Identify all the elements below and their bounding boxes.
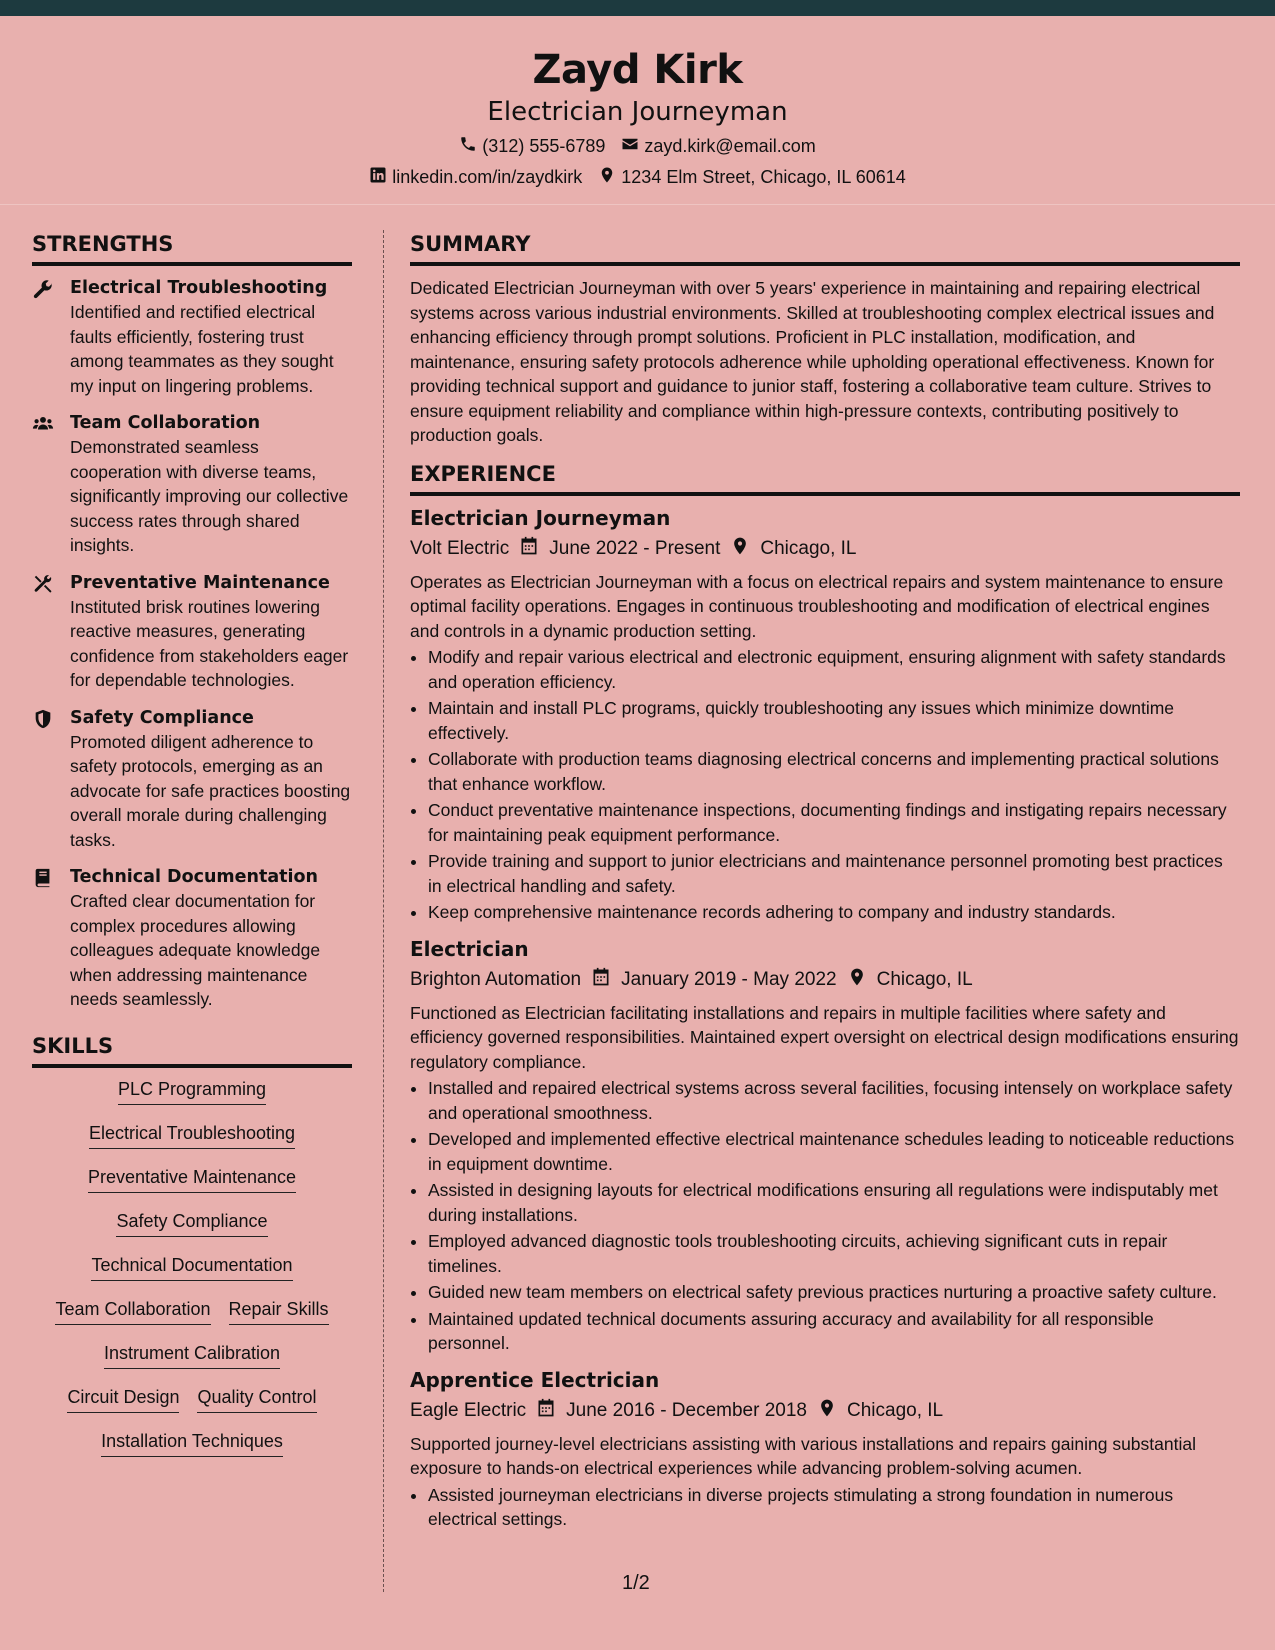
job-location: Chicago, IL bbox=[847, 1399, 944, 1421]
summary-heading: SUMMARY bbox=[410, 232, 1240, 266]
skill-tag: Quality Control bbox=[197, 1386, 316, 1413]
job-title: Electrician Journeyman bbox=[410, 505, 671, 530]
bullet-item: • Assisted journeyman electricians in diverse projects stimulating a strong foundation in numerous electrical settings. bbox=[428, 1483, 1240, 1532]
skill-row bbox=[32, 1122, 352, 1149]
email-text[interactable]: zayd.kirk@email.com bbox=[644, 135, 816, 156]
bullet-item: • Maintain and install PLC programs, quickly troubleshooting any issues which minimize downtime effectively. bbox=[428, 696, 1240, 745]
job-entry bbox=[410, 937, 1240, 1356]
bullet-item: • Guided new team members on electrical safety previous practices nurturing a proactive safety culture. bbox=[428, 1280, 1240, 1305]
skill-row bbox=[32, 1078, 352, 1105]
strength-title: Safety Compliance bbox=[70, 707, 254, 728]
skill-tag: Circuit Design bbox=[67, 1386, 179, 1413]
strength-title: Team Collaboration bbox=[70, 413, 261, 433]
skill-tag: Electrical Troubleshooting bbox=[89, 1122, 295, 1149]
strength-text: Demonstrated seamless cooperation with diverse teams, significantly improving our collective success rates through shared insights. bbox=[70, 437, 349, 555]
strength-item bbox=[32, 276, 352, 398]
skill-tag: Technical Documentation bbox=[91, 1254, 292, 1281]
bullet-item: • Installed and repaired electrical systems across several facilities, focusing intensely on workplace safety and operational smoothness. bbox=[428, 1076, 1240, 1125]
strength-text: Crafted clear documentation for complex procedures allowing colleagues adequate knowledge when addressing maintenance needs seamlessly. bbox=[70, 891, 321, 1009]
skill-tag: PLC Programming bbox=[118, 1078, 266, 1105]
address-contact bbox=[598, 166, 906, 189]
page-number: 1/2 bbox=[622, 1572, 650, 1594]
map-pin-icon bbox=[598, 166, 616, 189]
job-title: Apprentice Electrician bbox=[410, 1367, 660, 1392]
strength-text: Instituted brisk routines lowering reactive measures, generating confidence from stakeholders eager for dependable technologies. bbox=[70, 596, 349, 690]
strength-text: Promoted diligent adherence to safety protocols, emerging as an advocate for safe practices boosting overall morale during challenging tasks. bbox=[70, 731, 351, 850]
shield-icon bbox=[32, 706, 70, 853]
strength-item bbox=[32, 706, 352, 853]
job-location: Chicago, IL bbox=[876, 968, 973, 990]
skill-tag: Team Collaboration bbox=[55, 1298, 210, 1325]
company-name: Brighton Automation bbox=[410, 968, 582, 990]
book-icon bbox=[32, 865, 70, 1012]
strength-title: Preventative Maintenance bbox=[70, 572, 330, 593]
skill-row bbox=[32, 1166, 352, 1193]
job-dates: June 2016 - December 2018 bbox=[566, 1399, 807, 1421]
calendar-icon bbox=[536, 1398, 556, 1424]
skill-row bbox=[32, 1430, 352, 1457]
company-name: Volt Electric bbox=[410, 537, 510, 559]
candidate-title: Electrician Journeyman bbox=[487, 97, 788, 127]
job-bullets bbox=[410, 1483, 1240, 1532]
skill-row bbox=[32, 1342, 352, 1369]
top-bar bbox=[0, 0, 1275, 16]
job-description: Functioned as Electrician facilitating installations and repairs in multiple facilities where safety and efficiency governed responsibilities. Maintained expert oversight on electrical design modifications ensuring regulatory compliance. bbox=[410, 1002, 1239, 1072]
skill-row bbox=[32, 1254, 352, 1281]
strength-item bbox=[32, 865, 352, 1012]
calendar-icon bbox=[519, 536, 539, 562]
linkedin-contact[interactable] bbox=[369, 166, 582, 189]
skill-tag: Repair Skills bbox=[229, 1298, 329, 1325]
job-meta bbox=[410, 1398, 1240, 1424]
address-text: 1234 Elm Street, Chicago, IL 60614 bbox=[621, 166, 906, 187]
phone-icon bbox=[459, 135, 477, 158]
bullet-item: • Developed and implemented effective electrical maintenance schedules leading to noticeable reductions in equipment downtime. bbox=[428, 1127, 1240, 1176]
wrench-icon bbox=[32, 276, 70, 398]
job-bullets bbox=[410, 645, 1240, 925]
strength-title: Electrical Troubleshooting bbox=[70, 278, 328, 298]
calendar-icon bbox=[591, 967, 611, 993]
map-pin-icon bbox=[847, 967, 867, 993]
phone-contact bbox=[459, 135, 605, 158]
bullet-item: • Conduct preventative maintenance inspections, documenting findings and instigating repairs necessary for maintaining peak equipment performance. bbox=[428, 798, 1240, 847]
strength-item bbox=[32, 571, 352, 693]
job-dates: June 2022 - Present bbox=[549, 537, 721, 559]
bullet-item: • Assisted in designing layouts for electrical modifications ensuring all regulations were indisputably met during installations. bbox=[428, 1178, 1240, 1227]
bullet-item: • Employed advanced diagnostic tools troubleshooting circuits, achieving significant cuts in repair timelines. bbox=[428, 1229, 1240, 1278]
email-contact[interactable] bbox=[621, 135, 815, 158]
skill-row bbox=[32, 1210, 352, 1237]
job-dates: January 2019 - May 2022 bbox=[621, 968, 837, 990]
company-name: Eagle Electric bbox=[410, 1399, 527, 1421]
linkedin-text[interactable]: linkedin.com/in/zaydkirk bbox=[392, 166, 583, 187]
job-description: Operates as Electrician Journeyman with a focus on electrical repairs and system maintenance to ensure optimal facility operations. Engages in continuous troubleshooting and modification of electrical engines and controls in a dynamic production setting. bbox=[410, 571, 1224, 641]
job-entry bbox=[410, 506, 1240, 925]
bullet-item: • Provide training and support to junior electricians and maintenance personnel promoting best practices in electrical handling and safety. bbox=[428, 849, 1240, 898]
resume-header bbox=[0, 16, 1275, 205]
strengths-heading: STRENGTHS bbox=[32, 232, 352, 266]
contact-row-1 bbox=[0, 135, 1275, 158]
users-icon bbox=[32, 411, 70, 558]
right-column bbox=[410, 232, 1240, 1544]
job-bullets bbox=[410, 1076, 1240, 1356]
column-divider bbox=[383, 230, 384, 1592]
bullet-item: • Collaborate with production teams diagnosing electrical concerns and implementing practical solutions that enhance workflow. bbox=[428, 747, 1240, 796]
experience-heading: EXPERIENCE bbox=[410, 462, 1240, 496]
job-meta bbox=[410, 967, 1240, 993]
job-title: Electrician bbox=[410, 936, 529, 961]
skills-heading: SKILLS bbox=[32, 1034, 352, 1068]
strength-title: Technical Documentation bbox=[70, 867, 319, 887]
bullet-item: • Keep comprehensive maintenance records adhering to company and industry standards. bbox=[428, 900, 1240, 925]
strength-text: Identified and rectified electrical faults efficiently, fostering trust among teammates as they sought my input on lingering problems. bbox=[70, 302, 334, 396]
bullet-item: • Modify and repair various electrical and electronic equipment, ensuring alignment with safety standards and operation efficiency. bbox=[428, 645, 1240, 694]
strength-item bbox=[32, 411, 352, 558]
map-pin-icon bbox=[730, 536, 750, 562]
phone-text: (312) 555-6789 bbox=[482, 135, 606, 156]
summary-text: Dedicated Electrician Journeyman with over 5 years' experience in maintaining and repairing electrical systems across various industrial environments. Skilled at troubleshooting complex electrical issues and enhancing efficiency through prompt solutions. Proficient in PLC installation, modification, and maintenance, ensuring safety protocols adherence while upholding operational effectiveness. Known for providing technical support and guidance to junior staff, fostering a collaborative team culture. Strives to ensure equipment reliability and compliance within high-pressure contexts, contributing positively to production goals. bbox=[410, 278, 1215, 445]
skill-tag: Safety Compliance bbox=[116, 1210, 267, 1237]
envelope-icon bbox=[621, 135, 639, 158]
skills-list bbox=[32, 1078, 352, 1457]
skill-tag: Instrument Calibration bbox=[104, 1342, 280, 1369]
skill-tag: Installation Techniques bbox=[101, 1430, 283, 1457]
linkedin-icon bbox=[369, 166, 387, 189]
bullet-item: • Maintained updated technical documents assuring accuracy and availability for all responsible personnel. bbox=[428, 1307, 1240, 1356]
skill-tag: Preventative Maintenance bbox=[88, 1166, 296, 1193]
job-location: Chicago, IL bbox=[760, 537, 857, 559]
tools-icon bbox=[32, 571, 70, 693]
skill-row bbox=[32, 1386, 352, 1413]
job-description: Supported journey-level electricians assisting with various installations and repairs gaining substantial exposure to hands-on electrical experiences while advancing problem-solving acumen. bbox=[410, 1433, 1196, 1478]
job-entry bbox=[410, 1368, 1240, 1532]
left-column bbox=[32, 232, 352, 1474]
contact-row-2 bbox=[0, 166, 1275, 189]
candidate-name: Zayd Kirk bbox=[532, 47, 743, 93]
map-pin-icon bbox=[817, 1398, 837, 1424]
skill-row bbox=[32, 1298, 352, 1325]
job-meta bbox=[410, 536, 1240, 562]
